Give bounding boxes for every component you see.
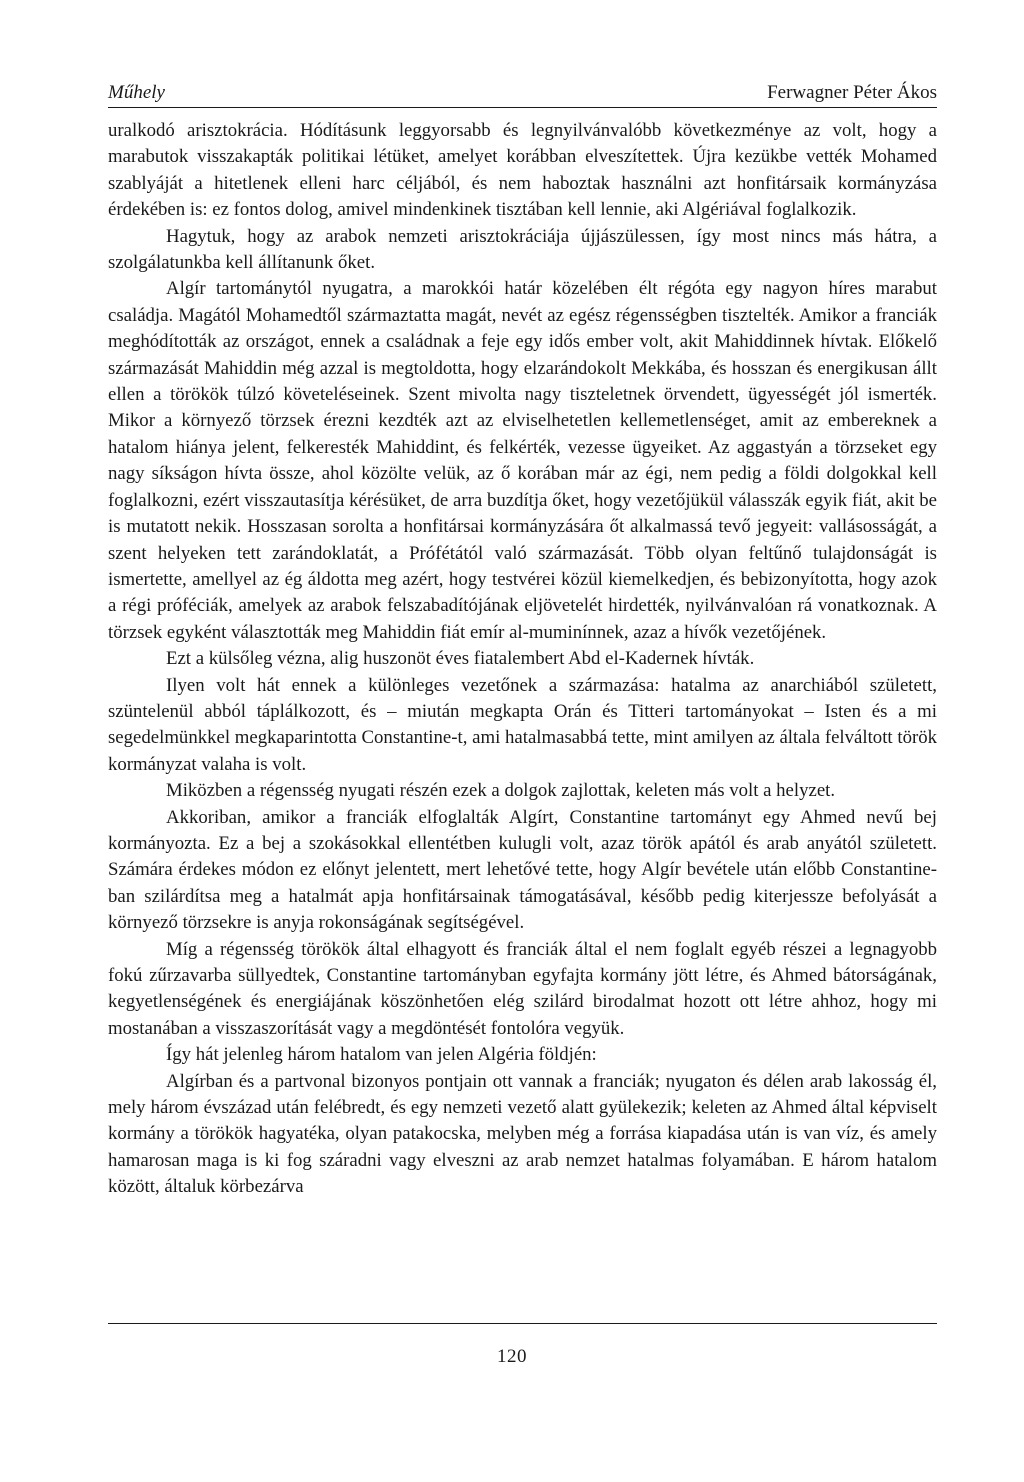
- running-header: [108, 82, 937, 108]
- page-number: 120: [497, 1346, 527, 1367]
- paragraph: Hagytuk, hogy az arabok nemzeti arisztokráciája újjászülessen, így most nincs más hátra, a szolgálatunkba kell állítanunk őket.: [108, 225, 937, 274]
- paragraph: Algír tartománytól nyugatra, a marokkói határ közelében élt régóta egy nagyon híres marabut családja. Magától Mohamedtől származtatta magát, nevét az egész régensségben tisztelték. Amikor a franciák meghódították az országot, ennek a családnak a feje egy idős ember volt, akit Mahiddinnek hívtak. Előkelő származását Mahiddin még azzal is megtoldotta, hogy elzarándokolt Mekkába, és hosszan és energikusan állt ellen a törökök túlzó követeléseinek. Szent mivolta nagy tiszteletnek örvendett, ügyességét jól ismerték. Mikor a környező törzsek érezni kezdték azt az elviselhetetlen kellemetlenséget, amit az embereknek a hatalom hiánya jelent, felkeresték Mahiddint, és felkérték, vezesse ügyeiket. Az aggastyán a törzseket egy nagy síkságon hívta össze, ahol közölte velük, az ő korában már az égi, nem pedig a földi dolgokkal kell foglalkozni, ezért visszautasítja kérésüket, de arra buzdítja őket, hogy vezetőjükül válasszák egyik fiát, akit be is mutatott nekik. Hosszasan sorolta a honfitársai kormányzására őt alkalmassá tevő jegyeit: vallásosságát, a szent helyeken tett zarándoklatát, a Prófétától való származását. Több olyan feltűnő tulajdonságát is ismertette, amellyel az ég áldotta meg azért, hogy testvérei közül kiemelkedjen, és bebizonyította, hogy azok a régi próféciák, amelyek az arabok felszabadítójának eljövetelét hirdették, nyilvánvalóan rá vonatkoznak. A törzsek egyként választották meg Mahiddin fiát emír al-muminínnek, azaz a hívők vezetőjének.: [108, 278, 937, 643]
- header-rule: [108, 107, 937, 108]
- paragraph: uralkodó arisztokrácia. Hódításunk leggyorsabb és legnyilvánvalóbb következménye az volt, hogy a marabutok visszakapták politikai létüket, amelyet korábban elveszítettek. Újra kezükbe vették Mohamed szablyáját a hitetlenek elleni harc céljából, és nem haboztak használni azt honfitársaik kormányzása érdekében is: ez fontos dolog, amivel mindenkinek tisztában kell lennie, aki Algériával foglalkozik.: [108, 120, 937, 221]
- section-title: Műhely: [108, 82, 165, 103]
- paragraph: Akkoriban, amikor a franciák elfoglalták Algírt, Constantine tartományt egy Ahmed nevű bej kormányozta. Ez a bej a szokásokkal ellentétben kulugli volt, azaz török apától és arab anyától született. Számára érdekes módon ez előnyt jelentett, mert lehetővé tette, hogy Algír bevétele után előbb Constantine-ban szilárdítsa meg a hatalmát apja honfitársainak támogatásával, később pedig kiterjessze befolyását a környező törzsekre is anyja rokonságának segítségével.: [108, 806, 937, 934]
- paragraph: Míg a régensség törökök által elhagyott és franciák által el nem foglalt egyéb részei a legnagyobb fokú zűrzavarba süllyedtek, Constantine tartományban egyfajta kormány jött létre, és Ahmed bátorságának, kegyetlenségének és energiájának köszönhetően elég szilárd birodalmat hozott ott létre ahhoz, hogy mi mostanában a visszaszorítását vagy a megdöntését fontolóra vegyük.: [108, 938, 937, 1039]
- paragraph: Algírban és a partvonal bizonyos pontjain ott vannak a franciák; nyugaton és délen arab lakosság él, mely három évszázad után felébredt, és egy nemzeti vezető alatt gyülekezik; keleten az Ahmed által képviselt kormány a törökök hagyatéka, olyan patakocska, melyben még a forrása kiapadása után is van víz, és amely hamarosan maga is ki fog száradni vagy elveszni az arab nemzet hatalmas folyamában. E három hatalom között, általuk körbezárva: [108, 1070, 937, 1198]
- author-name: Ferwagner Péter Ákos: [767, 82, 937, 103]
- paragraph: Miközben a régensség nyugati részén ezek a dolgok zajlottak, keleten más volt a helyzet.: [166, 780, 836, 802]
- body-text: [108, 118, 937, 1201]
- paragraph: Így hát jelenleg három hatalom van jelen Algéria földjén:: [166, 1044, 597, 1066]
- paragraph: Ilyen volt hát ennek a különleges vezetőnek a származása: hatalma az anarchiából született, szüntelenül abból táplálkozott, és – miután megkapta Orán és Titteri tartományokat – Isten és a mi segedelmünkkel megkaparintotta Constantine-t, ami hatalmasabbá tette, mint amilyen az általa felváltott török kormányzat valaha is volt.: [108, 674, 937, 775]
- footer-rule: [108, 1323, 937, 1324]
- paragraph: Ezt a külsőleg vézna, alig huszonöt éves fiatalembert Abd el-Kadernek hívták.: [166, 648, 755, 670]
